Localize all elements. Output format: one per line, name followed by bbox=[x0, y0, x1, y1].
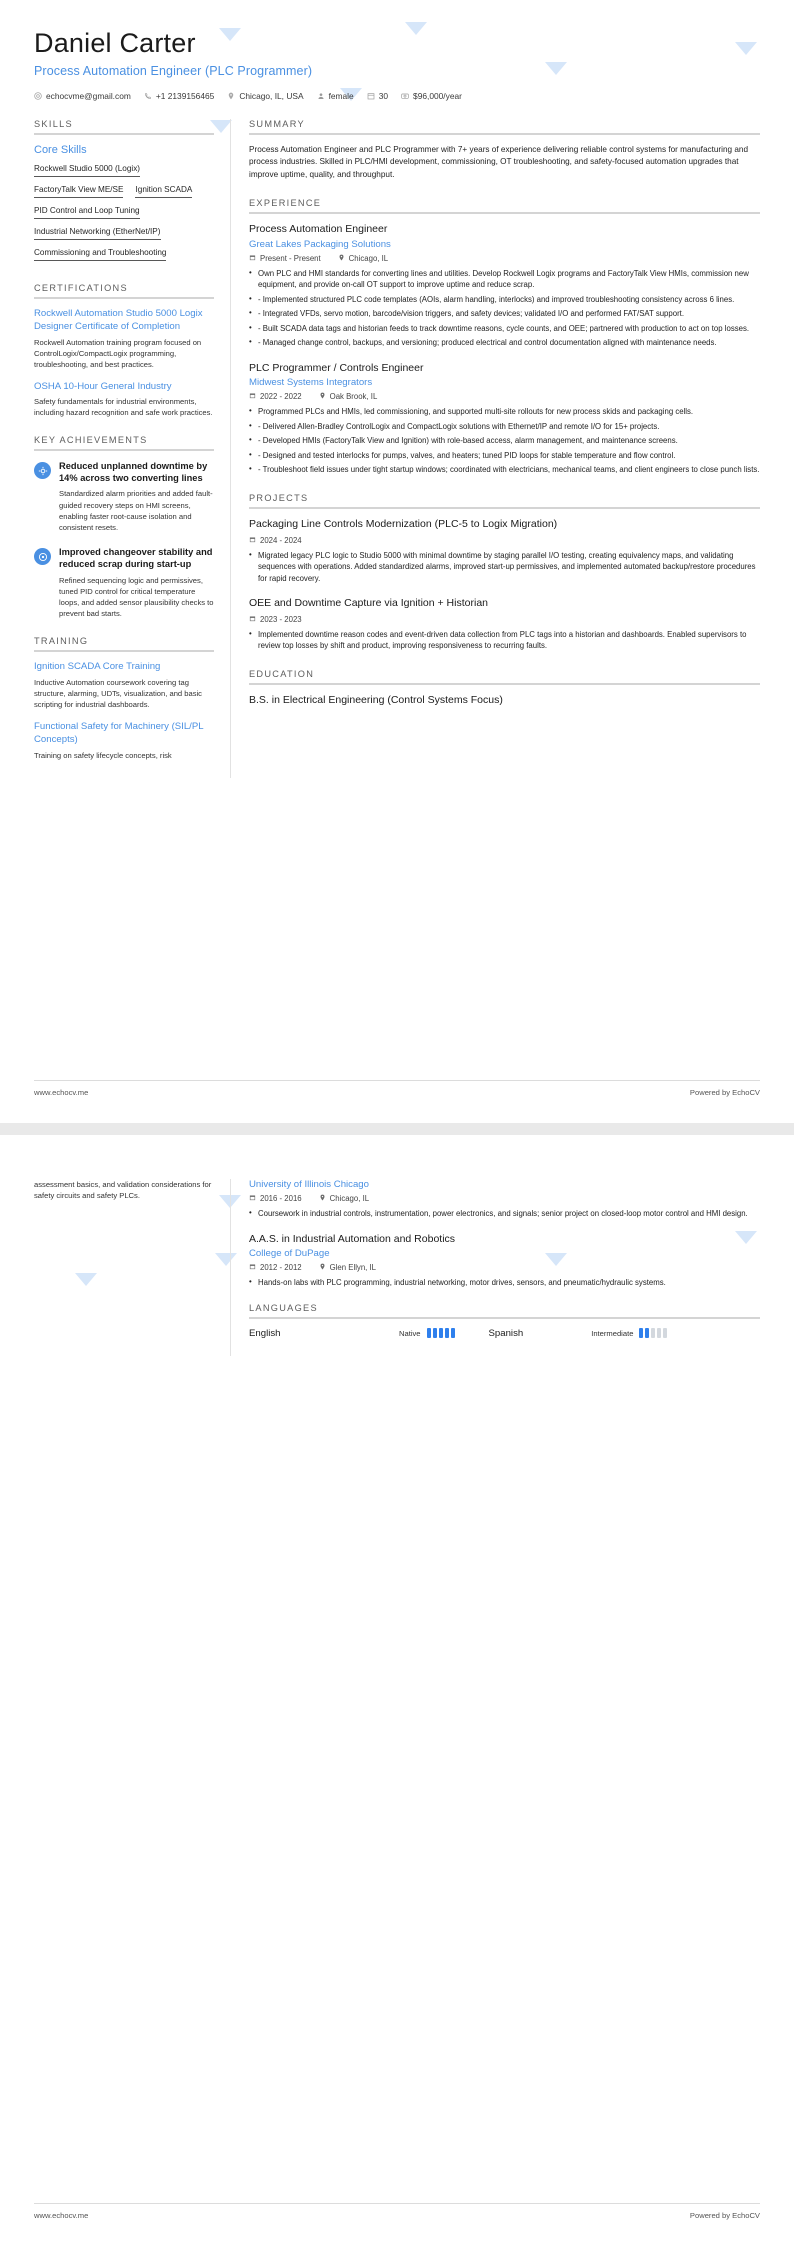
bullet: • Implemented downtime reason codes and event-driven data collection from PLC tags into a historian and dashboards. Enabled supervisors to review top losses by shift and product, improving responsiveness to recurring faults. bbox=[249, 629, 760, 652]
contact-salary bbox=[401, 91, 462, 101]
training-description-continued: assessment basics, and validation considerations for safety circuits and safety PLCs. bbox=[34, 1180, 212, 1200]
bullet: • Own PLC and HMI standards for converting lines and utilities. Develop Rockwell Logix programs and FactoryTalk View HMIs, commission new equipment, and provide on-call OT support to improve uptime and reduce scrap. bbox=[249, 268, 760, 291]
section-title-summary: SUMMARY bbox=[249, 119, 305, 129]
section-title-skills: SKILLS bbox=[34, 119, 73, 129]
footer-site[interactable]: www.echocv.me bbox=[34, 2211, 89, 2220]
section-training bbox=[34, 636, 214, 760]
calendar-icon bbox=[249, 1194, 256, 1203]
calendar-icon bbox=[249, 392, 256, 401]
salary-icon bbox=[401, 92, 409, 100]
experience-dates-text: Present - Present bbox=[260, 253, 321, 263]
footer-brand-name: EchoCV bbox=[732, 2211, 760, 2220]
phone-icon bbox=[144, 92, 152, 100]
skill-chip: Ignition SCADA bbox=[135, 182, 192, 198]
calendar-icon bbox=[249, 615, 256, 624]
education-location bbox=[319, 1194, 369, 1203]
footer-powered-prefix: Powered by bbox=[689, 1088, 733, 1097]
location-icon bbox=[319, 392, 326, 401]
location-icon bbox=[319, 1263, 326, 1272]
section-education bbox=[249, 669, 760, 708]
contact-salary-text: $96,000/year bbox=[413, 91, 462, 101]
section-projects bbox=[249, 493, 760, 652]
project-title: OEE and Downtime Capture via Ignition + Historian bbox=[249, 597, 488, 610]
calendar-icon bbox=[367, 92, 375, 100]
bullet: • Migrated legacy PLC logic to Studio 5000 with minimal downtime by staging parallel I/O testing, creating equivalency maps, and validating sequences with operations. Added standardized alarms, improved start-up permissives, and implemented automated backup/restore procedures for rapid recovery. bbox=[249, 550, 760, 585]
resume-page-2 bbox=[0, 1135, 794, 2246]
language-level: Native bbox=[399, 1328, 421, 1338]
section-rule bbox=[249, 683, 760, 685]
language-item bbox=[489, 1328, 668, 1339]
section-rule bbox=[34, 133, 214, 135]
section-rule bbox=[249, 212, 760, 214]
contact-location bbox=[227, 91, 303, 101]
contact-email[interactable] bbox=[34, 91, 131, 101]
section-title-projects: PROJECTS bbox=[249, 493, 309, 504]
achievement-title: Reduced unplanned downtime by 14% across two converting lines bbox=[59, 461, 208, 484]
experience-dates bbox=[249, 392, 302, 401]
certification-name: Rockwell Automation Studio 5000 Logix Designer Certificate of Completion bbox=[34, 308, 203, 332]
bullet: • - Troubleshoot field issues under tight startup windows; coordinated with electricians, mechanical teams, and client engineers to close punch lists. bbox=[249, 464, 760, 476]
education-bullets bbox=[249, 1208, 760, 1220]
education-dates bbox=[249, 1194, 302, 1203]
education-location bbox=[319, 1263, 376, 1272]
location-icon bbox=[227, 92, 235, 100]
section-key-achievements bbox=[34, 435, 214, 619]
experience-location bbox=[319, 392, 378, 401]
achievement-title: Improved changeover stability and reduced scrap during start-up bbox=[59, 547, 213, 570]
experience-item bbox=[249, 223, 760, 349]
experience-item bbox=[249, 362, 760, 476]
section-rule bbox=[249, 507, 760, 509]
skill-row bbox=[34, 224, 214, 245]
language-item bbox=[249, 1328, 455, 1339]
page-footer bbox=[34, 1080, 760, 1097]
achievement-description: Standardized alarm priorities and added fault-guided recovery steps on HMI screens, enabling faster root-cause isolation and consistent resets. bbox=[59, 489, 213, 533]
job-title: Process Automation Engineer (PLC Programmer) bbox=[34, 64, 313, 78]
language-level: Intermediate bbox=[591, 1328, 634, 1338]
skill-row bbox=[34, 203, 214, 224]
section-rule bbox=[249, 133, 760, 135]
skill-row bbox=[34, 182, 214, 203]
bullet: • - Designed and tested interlocks for pumps, valves, and heaters; tuned PID loops for stable temperature and flow control. bbox=[249, 450, 760, 462]
section-title-languages: LANGUAGES bbox=[249, 1302, 318, 1313]
project-dates bbox=[249, 615, 302, 624]
section-rule bbox=[34, 650, 214, 652]
section-title-training: TRAINING bbox=[34, 636, 89, 647]
skill-chip: PID Control and Loop Tuning bbox=[34, 203, 140, 219]
bullet: • Coursework in industrial controls, instrumentation, power electronics, and signals; senior project on closed-loop motor control and HMI design. bbox=[249, 1208, 760, 1220]
contact-row bbox=[34, 91, 760, 101]
experience-meta bbox=[249, 392, 760, 401]
language-name: English bbox=[249, 1327, 281, 1339]
experience-organization: Great Lakes Packaging Solutions bbox=[249, 238, 391, 250]
summary-text: Process Automation Engineer and PLC Programmer with 7+ years of experience delivering reliable control systems for manufacturing and process industries. Skilled in PLC/HMI development, commissioning, OT troubleshooting, and safety-focused automation upgrades that improve uptime, quality, and throughput. bbox=[249, 145, 749, 179]
section-rule bbox=[34, 297, 214, 299]
location-icon bbox=[319, 1194, 326, 1203]
bullet: • Programmed PLCs and HMIs, led commissioning, and supported multi-site rollouts for new process skids and packaging cells. bbox=[249, 406, 760, 418]
experience-dates-text: 2022 - 2022 bbox=[260, 392, 302, 402]
experience-title: Process Automation Engineer bbox=[249, 222, 388, 235]
project-dates bbox=[249, 536, 302, 545]
footer-powered-prefix: Powered by bbox=[689, 2211, 733, 2220]
languages-row bbox=[249, 1328, 760, 1339]
language-proficiency-dots bbox=[427, 1328, 455, 1338]
section-title-key-achievements: KEY ACHIEVEMENTS bbox=[34, 435, 148, 446]
language-name: Spanish bbox=[488, 1327, 524, 1339]
gear-icon bbox=[34, 462, 51, 479]
education-item bbox=[249, 1233, 760, 1289]
section-title-certifications: CERTIFICATIONS bbox=[34, 283, 128, 293]
skill-row bbox=[34, 161, 214, 182]
footer-powered-by bbox=[690, 1088, 760, 1097]
page-separator bbox=[0, 1123, 794, 1135]
education-dates bbox=[249, 1263, 302, 1272]
project-dates-text: 2023 - 2023 bbox=[260, 614, 302, 624]
bullet: • - Developed HMIs (FactoryTalk View and Ignition) with role-based access, alarm management, and maintenance screens. bbox=[249, 435, 760, 447]
training-description: Training on safety lifecycle concepts, risk bbox=[34, 750, 172, 760]
bullet: • - Built SCADA data tags and historian feeds to track downtime reasons, cycle counts, and OEE; partnered with production to act on top losses. bbox=[249, 323, 760, 335]
bullet: • - Integrated VFDs, servo motion, barcode/vision triggers, and safety devices; validated I/O and performed FAT/SAT support. bbox=[249, 308, 760, 320]
training-item bbox=[34, 661, 214, 710]
skill-chip: Industrial Networking (EtherNet/IP) bbox=[34, 224, 161, 240]
target-icon bbox=[34, 548, 51, 565]
section-summary bbox=[249, 119, 760, 181]
education-dates-text: 2016 - 2016 bbox=[260, 1194, 302, 1203]
contact-age bbox=[367, 91, 388, 101]
training-name: Functional Safety for Machinery (SIL/PL Concepts) bbox=[34, 721, 204, 745]
skill-chip: Commissioning and Troubleshooting bbox=[34, 245, 166, 261]
education-organization: College of DuPage bbox=[249, 1248, 330, 1260]
certification-description: Safety fundamentals for industrial environments, including hazard recognition and safe work practices. bbox=[34, 397, 213, 418]
footer-site[interactable]: www.echocv.me bbox=[34, 1088, 89, 1097]
experience-bullets bbox=[249, 406, 760, 476]
skill-chip: FactoryTalk View ME/SE bbox=[34, 182, 123, 198]
project-item bbox=[249, 518, 760, 584]
section-certifications bbox=[34, 283, 214, 418]
page-footer bbox=[34, 2203, 760, 2220]
training-name: Ignition SCADA Core Training bbox=[34, 661, 161, 673]
section-skills bbox=[34, 119, 214, 266]
footer-powered-by bbox=[690, 2211, 760, 2220]
bullet: • - Delivered Allen-Bradley ControlLogix and CompactLogix solutions with Ethernet/IP and remote I/O for 15+ projects. bbox=[249, 421, 760, 433]
right-column-continued bbox=[231, 1179, 760, 1356]
project-meta bbox=[249, 536, 760, 545]
education-bullets bbox=[249, 1277, 760, 1289]
calendar-icon bbox=[249, 536, 256, 545]
footer-brand-name: EchoCV bbox=[732, 1088, 760, 1097]
left-column-continued bbox=[34, 1179, 230, 1201]
experience-dates bbox=[249, 254, 321, 263]
contact-age-text: 30 bbox=[378, 91, 389, 101]
experience-organization: Midwest Systems Integrators bbox=[249, 377, 373, 389]
achievement-item bbox=[34, 546, 214, 619]
experience-meta bbox=[249, 254, 760, 263]
skill-group-label: Core Skills bbox=[34, 144, 87, 156]
education-organization: University of Illinois Chicago bbox=[249, 1179, 369, 1190]
skill-chip: Rockwell Studio 5000 (Logix) bbox=[34, 161, 140, 177]
skill-row bbox=[34, 245, 214, 266]
achievement-item bbox=[34, 460, 214, 533]
certification-item bbox=[34, 381, 214, 419]
left-column bbox=[34, 119, 230, 778]
experience-location-text: Chicago, IL bbox=[348, 253, 389, 263]
contact-phone-text: +1 2139156465 bbox=[155, 91, 215, 101]
project-bullets bbox=[249, 550, 760, 585]
certification-description: Rockwell Automation training program focused on ControlLogix/CompactLogix programming, troubleshooting, and best practices. bbox=[34, 337, 202, 369]
education-title: A.A.S. in Industrial Automation and Robotics bbox=[249, 1232, 456, 1245]
project-item bbox=[249, 597, 760, 652]
section-experience bbox=[249, 198, 760, 476]
education-meta bbox=[249, 1263, 760, 1272]
achievement-description: Refined sequencing logic and permissives, tuned PID control for critical temperature loops, and added sensor plausibility checks to prevent bad starts. bbox=[59, 575, 214, 619]
project-dates-text: 2024 - 2024 bbox=[260, 535, 302, 545]
experience-title: PLC Programmer / Controls Engineer bbox=[249, 361, 424, 374]
contact-gender bbox=[317, 91, 354, 101]
training-description: Inductive Automation coursework covering tag structure, alarming, UDTs, visualization, and basic scripting for industrial dashboards. bbox=[34, 678, 202, 710]
section-rule bbox=[249, 1317, 760, 1319]
section-title-education: EDUCATION bbox=[249, 668, 315, 679]
experience-bullets bbox=[249, 268, 760, 349]
education-location-text: Chicago, IL bbox=[329, 1194, 370, 1203]
project-meta bbox=[249, 615, 760, 624]
education-location-text: Glen Ellyn, IL bbox=[329, 1263, 376, 1273]
education-title: B.S. in Electrical Engineering (Control Systems Focus) bbox=[249, 693, 503, 706]
certification-name: OSHA 10-Hour General Industry bbox=[34, 380, 172, 392]
experience-location-text: Oak Brook, IL bbox=[329, 392, 378, 402]
education-dates-text: 2012 - 2012 bbox=[260, 1263, 302, 1273]
bullet: • - Managed change control, backups, and versioning; produced electrical and control documentation aligned with maintenance needs. bbox=[249, 337, 760, 349]
experience-location bbox=[338, 254, 388, 263]
project-bullets bbox=[249, 629, 760, 652]
education-item bbox=[249, 1179, 760, 1220]
training-item bbox=[34, 721, 214, 761]
certification-item bbox=[34, 308, 214, 370]
calendar-icon bbox=[249, 1263, 256, 1272]
bullet: • - Implemented structured PLC code templates (AOIs, alarm handling, interlocks) and improved troubleshooting consistency across 6 lines. bbox=[249, 294, 760, 306]
section-languages bbox=[249, 1303, 760, 1339]
section-title-experience: EXPERIENCE bbox=[249, 197, 322, 208]
page-title: Daniel Carter bbox=[34, 28, 196, 58]
section-rule bbox=[34, 449, 214, 451]
right-column bbox=[231, 119, 760, 725]
location-icon bbox=[338, 254, 345, 263]
contact-email-text: echocvme@gmail.com bbox=[46, 91, 131, 101]
language-proficiency-dots bbox=[639, 1328, 667, 1338]
email-icon bbox=[34, 92, 42, 100]
contact-location-text: Chicago, IL, USA bbox=[239, 91, 304, 101]
bullet: • Hands-on labs with PLC programming, industrial networking, motor drives, sensors, and pneumatic/hydraulic systems. bbox=[249, 1277, 760, 1289]
calendar-icon bbox=[249, 254, 256, 263]
project-title: Packaging Line Controls Modernization (PLC-5 to Logix Migration) bbox=[249, 518, 558, 531]
education-meta bbox=[249, 1194, 760, 1203]
contact-phone[interactable] bbox=[144, 91, 214, 101]
contact-gender-text: female bbox=[328, 91, 354, 101]
person-icon bbox=[317, 92, 325, 100]
